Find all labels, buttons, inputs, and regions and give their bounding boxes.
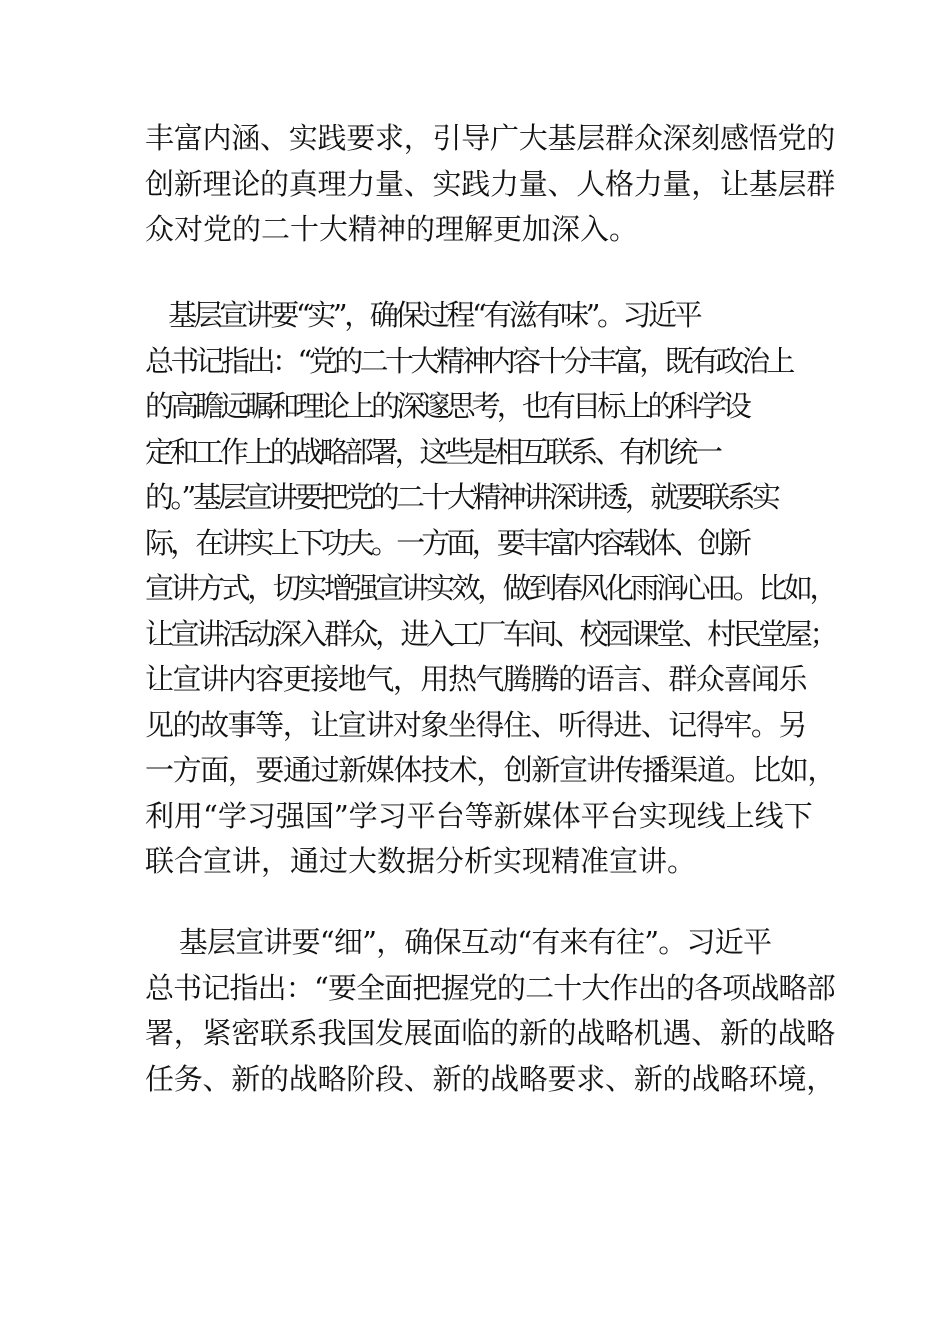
text-line: 联合宣讲，通过大数据分析实现精准宣讲。 bbox=[145, 844, 697, 878]
text-line: 的高瞻远瞩和理论上的深邃思考，也有目标上的科学设 bbox=[145, 389, 749, 423]
text-line: 一方面，要通过新媒体技术，创新宣讲传播渠道。比如， bbox=[145, 753, 836, 787]
text-line: 众对党的二十大精神的理解更加深入。 bbox=[145, 212, 639, 246]
text-line: 让宣讲内容更接地气，用热气腾腾的语言、群众喜闻乐 bbox=[145, 662, 807, 696]
text-line: 让宣讲活动深入群众，进入工厂车间、校园课堂、村民堂屋； bbox=[145, 616, 836, 651]
paragraph-2 bbox=[145, 293, 835, 885]
text-line: 见的故事等，让宣讲对象坐得住、听得进、记得牢。另 bbox=[145, 707, 807, 742]
text-line: 基层宣讲要“实”，确保过程“有滋有味”。习近平 bbox=[145, 298, 700, 332]
text-line: 利用“学习强国”学习平台等新媒体平台实现线上线下 bbox=[145, 798, 813, 833]
text-line: 基层宣讲要“细”，确保互动“有来有往”。习近平 bbox=[145, 925, 772, 959]
text-line: 总书记指出：“党的二十大精神内容十分丰富，既有政治上 bbox=[145, 343, 792, 378]
paragraph-1 bbox=[145, 116, 835, 253]
paragraph-3 bbox=[145, 920, 835, 1102]
text-line: 署，紧密联系我国发展面临的新的战略机遇、新的战略 bbox=[145, 1016, 836, 1050]
text-line: 定和工作上的战略部署，这些是相互联系、有机统一 bbox=[145, 434, 720, 469]
text-line: 创新理论的真理力量、实践力量、人格力量，让基层群 bbox=[145, 166, 836, 201]
text-line: 任务、新的战略阶段、新的战略要求、新的战略环境， bbox=[145, 1061, 836, 1096]
text-line: 际，在讲实上下功夫。一方面，要丰富内容载体、创新 bbox=[145, 525, 749, 560]
text-line: 丰富内涵、实践要求，引导广大基层群众深刻感悟党的 bbox=[145, 121, 836, 155]
text-line: 宣讲方式，切实增强宣讲实效，做到春风化雨润心田。比如， bbox=[145, 571, 836, 605]
text-line: 总书记指出：“要全面把握党的二十大作出的各项战略部 bbox=[145, 970, 835, 1005]
text-line: 的。”基层宣讲要把党的二十大精神讲深讲透，就要联系实 bbox=[145, 480, 778, 514]
